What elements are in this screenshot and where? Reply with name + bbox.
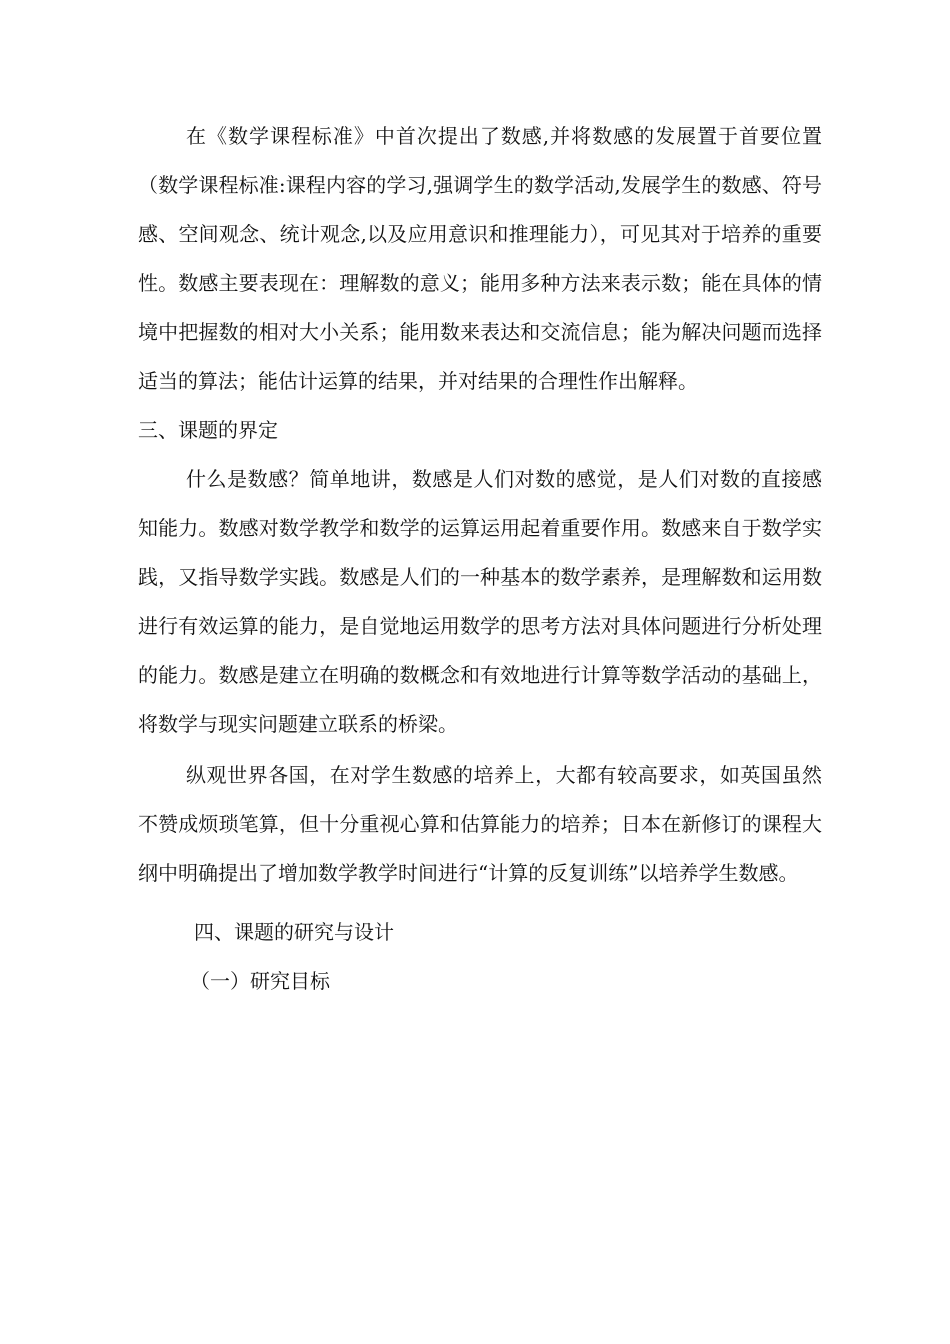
section-heading-definition: 三、课题的界定	[138, 418, 278, 442]
subheading-research-goals: （一）研究目标	[190, 969, 330, 993]
paragraph-definition: 什么是数感？简单地讲，数感是人们对数的感觉，是人们对数的直接感知能力。数感对数学教学和数学的运算运用起着重要作用。数感来自于数学实践，又指导数学实践。数感是人们的一种基本的数学素养，是理解数和运用数进行有效运算的能力，是自觉地运用数学的思考方法对具体问题进行分析处理的能力。数感是建立在明确的数概念和有效地进行计算等数学活动的基础上，将数学与现实问题建立联系的桥梁。	[138, 467, 822, 736]
paragraph-intro: 在《数学课程标准》中首次提出了数感,并将数感的发展置于首要位置（数学课程标准:课程内容的学习,强调学生的数学活动,发展学生的数感、符号感、空间观念、统计观念,以及应用意识和推理能力），可见其对于培养的重要性。数感主要表现在：理解数的意义；能用多种方法来表示数；能在具体的情境中把握数的相对大小关系；能用数来表达和交流信息；能为解决问题而选择适当的算法；能估计运算的结果，并对结果的合理性作出解释。	[138, 124, 822, 393]
section-heading-research-design: 四、课题的研究与设计	[194, 920, 394, 944]
document-body	[138, 112, 822, 1006]
paragraph-international: 纵观世界各国，在对学生数感的培养上，大都有较高要求，如英国虽然不赞成烦琐笔算，但十分重视心算和估算能力的培养；日本在新修订的课程大纲中明确提出了增加数学教学时间进行“计算的反复训练”以培养学生数感。	[138, 763, 822, 885]
